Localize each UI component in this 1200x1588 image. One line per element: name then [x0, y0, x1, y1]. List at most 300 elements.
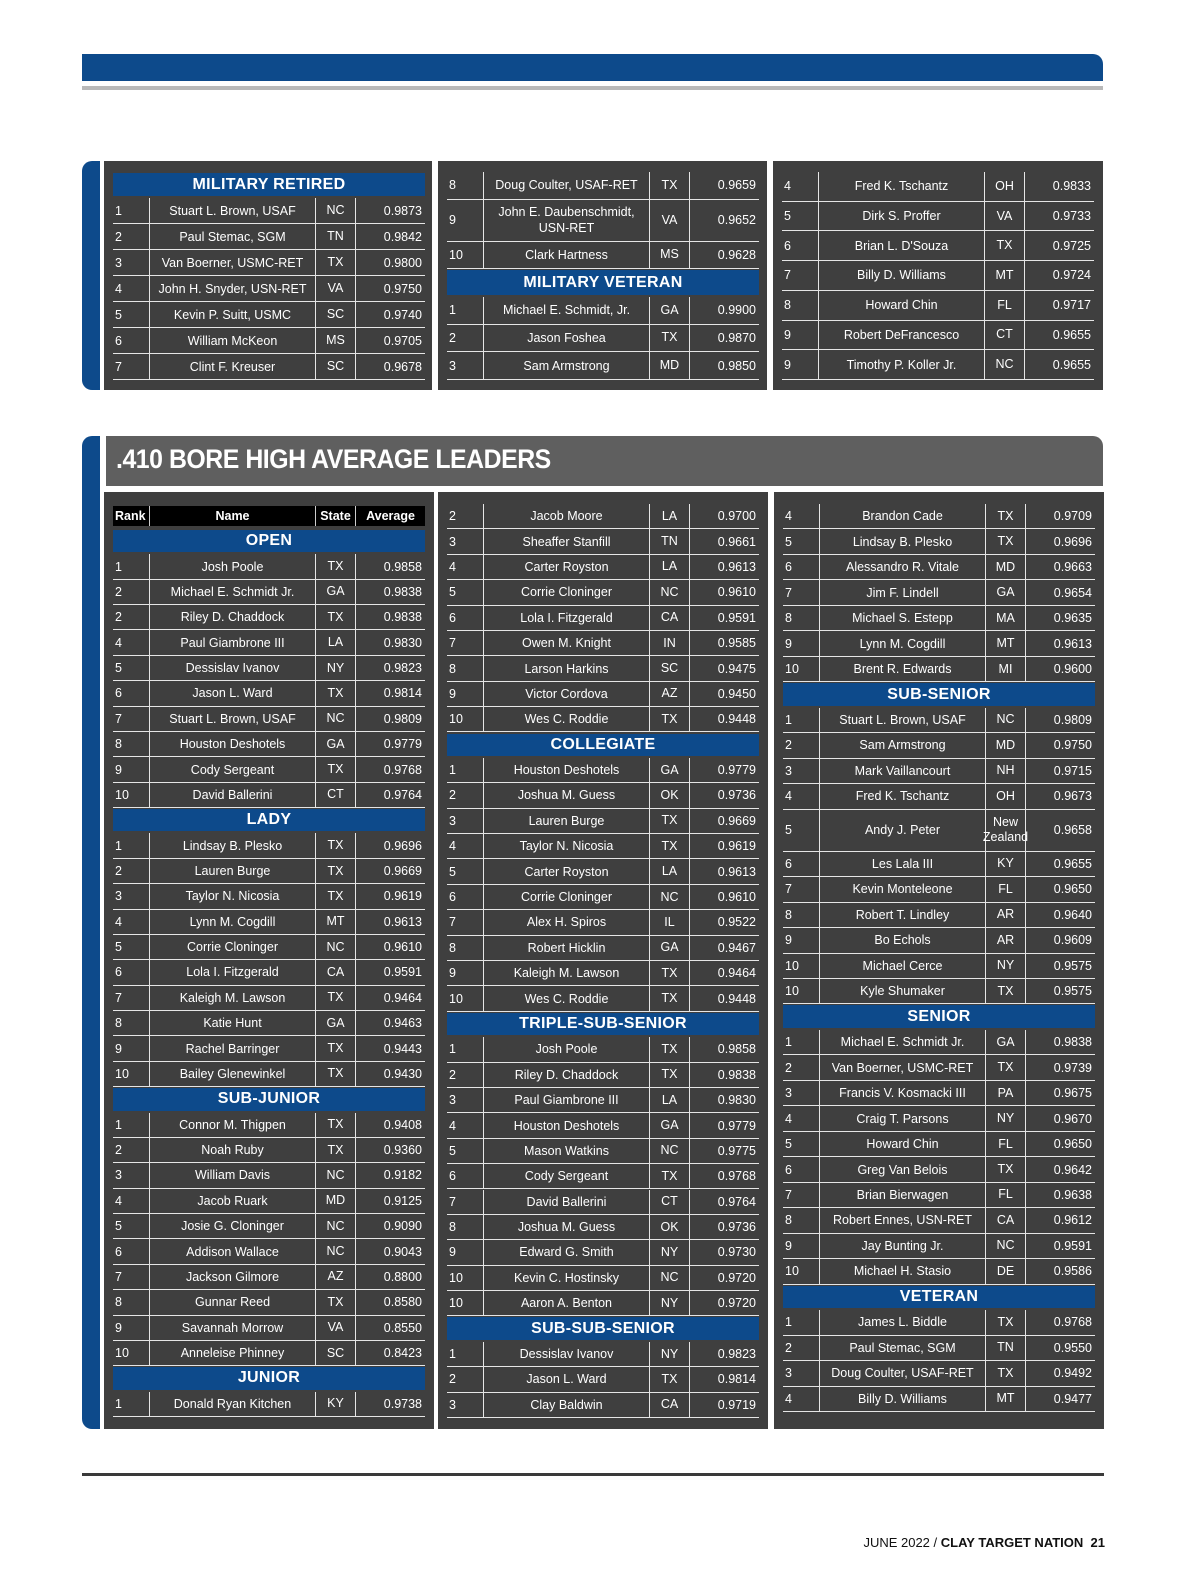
average-cell: 0.9779 [690, 1113, 759, 1138]
top-color-bar [82, 54, 1103, 81]
table-row [783, 1106, 1095, 1131]
rank-cell: 2 [783, 1336, 820, 1361]
rank-cell: 5 [447, 580, 484, 605]
rank-cell: 5 [783, 1132, 820, 1157]
name-cell: Fred K. Tschantz [820, 784, 986, 809]
average-cell: 0.9464 [356, 986, 425, 1011]
average-cell: 0.9724 [1025, 261, 1094, 291]
rank-cell: 1 [783, 1310, 820, 1335]
average-cell: 0.9609 [1026, 928, 1095, 953]
section-heading: MILITARY RETIRED [113, 173, 425, 196]
table-row [447, 783, 759, 808]
state-cell: CT [316, 783, 356, 808]
rank-cell: 3 [447, 1393, 484, 1418]
name-cell: Michael H. Stasio [820, 1259, 986, 1284]
average-cell: 0.8580 [356, 1290, 425, 1315]
average-cell: 0.9610 [690, 580, 759, 605]
state-cell: GA [316, 732, 356, 757]
table-row [113, 554, 425, 579]
state-cell: NY [986, 1106, 1026, 1131]
state-cell: TX [986, 1055, 1026, 1080]
rank-cell: 4 [447, 834, 484, 859]
state-cell: NY [316, 656, 356, 681]
average-cell: 0.9591 [1026, 1234, 1095, 1259]
average-cell: 0.9733 [1025, 202, 1094, 232]
average-cell: 0.9443 [356, 1036, 425, 1061]
state-cell: NC [986, 708, 1026, 733]
table-row [447, 555, 759, 580]
average-cell: 0.9736 [690, 1215, 759, 1240]
rank-cell: 1 [447, 297, 484, 325]
name-cell: Jason L. Ward [484, 1367, 650, 1392]
table-row [782, 172, 1094, 202]
table-row [113, 605, 425, 630]
rank-cell: 8 [447, 1215, 484, 1240]
name-cell: Paul Giambrone III [150, 630, 316, 655]
state-cell: TX [316, 554, 356, 579]
table-row [447, 1266, 759, 1291]
table-row [783, 784, 1095, 809]
name-cell: Alessandro R. Vitale [820, 555, 986, 580]
table-row [783, 733, 1095, 758]
table-header [113, 506, 425, 526]
average-cell: 0.9658 [1026, 810, 1095, 852]
table-row [113, 1138, 425, 1163]
average-cell: 0.9670 [1026, 1106, 1095, 1131]
table-row [447, 297, 759, 325]
rank-cell: 9 [783, 631, 820, 656]
section-heading: VETERAN [783, 1286, 1095, 1308]
rank-cell: 7 [447, 910, 484, 935]
name-cell: Lola I. Fitzgerald [150, 960, 316, 985]
state-cell: GA [316, 580, 356, 605]
name-cell: Alex H. Spiros [484, 910, 650, 935]
state-cell: DE [986, 1259, 1026, 1284]
name-cell: Corrie Cloninger [484, 885, 650, 910]
rank-cell: 2 [783, 1055, 820, 1080]
rank-cell: 5 [113, 656, 150, 681]
name-cell: Michael E. Schmidt, Jr. [484, 297, 650, 325]
average-cell: 0.9464 [690, 961, 759, 986]
average-cell: 0.9612 [1026, 1208, 1095, 1233]
state-cell: NY [650, 1342, 690, 1367]
average-cell: 0.9775 [690, 1139, 759, 1164]
state-cell: TX [986, 979, 1026, 1004]
average-cell: 0.9779 [690, 758, 759, 783]
rank-cell: 6 [447, 606, 484, 631]
average-cell: 0.9655 [1025, 321, 1094, 351]
name-cell: Paul Stemac, SGM [820, 1336, 986, 1361]
rank-cell: 8 [113, 732, 150, 757]
state-cell: NY [650, 1291, 690, 1316]
average-cell: 0.9430 [356, 1062, 425, 1087]
rank-cell: 7 [447, 631, 484, 656]
rank-cell: 8 [447, 936, 484, 961]
table-row [783, 1030, 1095, 1055]
rank-cell: 9 [113, 1036, 150, 1061]
name-cell: Jackson Gilmore [150, 1265, 316, 1290]
state-cell: TX [650, 172, 690, 200]
table-row [447, 242, 759, 270]
rank-cell: 1 [447, 1342, 484, 1367]
table-row [783, 657, 1095, 682]
average-cell: 0.9408 [356, 1113, 425, 1138]
name-cell: Brent R. Edwards [820, 657, 986, 682]
table-row [783, 1055, 1095, 1080]
state-cell: TX [316, 1113, 356, 1138]
state-cell: GA [650, 936, 690, 961]
state-cell: MT [985, 261, 1025, 291]
name-cell: Lindsay B. Plesko [150, 833, 316, 858]
page-title: .410 BORE HIGH AVERAGE LEADERS [116, 444, 551, 474]
average-cell: 0.9610 [690, 885, 759, 910]
name-cell: Josh Poole [484, 1037, 650, 1062]
table-row [783, 504, 1095, 529]
name-cell: John E. Daubenschmidt, USN-RET [484, 200, 650, 242]
table-row [113, 783, 425, 808]
state-cell: LA [650, 504, 690, 529]
table-row [447, 1113, 759, 1138]
average-cell: 0.9717 [1025, 291, 1094, 321]
table-row [783, 810, 1095, 852]
average-cell: 0.9600 [1026, 657, 1095, 682]
header-name: Name [150, 506, 316, 526]
average-cell: 0.9585 [690, 631, 759, 656]
table-row [113, 1290, 425, 1315]
table-row [113, 732, 425, 757]
name-cell: Savannah Morrow [150, 1316, 316, 1341]
name-cell: Mason Watkins [484, 1139, 650, 1164]
state-cell: TN [986, 1336, 1026, 1361]
rank-cell: 10 [113, 783, 150, 808]
rank-cell: 5 [782, 202, 819, 232]
state-cell: OH [985, 172, 1025, 202]
rank-cell: 1 [113, 198, 150, 224]
average-cell: 0.9448 [690, 707, 759, 732]
rank-cell: 3 [783, 759, 820, 784]
name-cell: Jacob Ruark [150, 1189, 316, 1214]
top-accent-stripe [82, 161, 100, 390]
rank-cell: 6 [783, 1157, 820, 1182]
rank-cell: 4 [113, 910, 150, 935]
state-cell: MD [316, 1189, 356, 1214]
rank-cell: 4 [447, 555, 484, 580]
rank-cell: 9 [447, 682, 484, 707]
table-row [113, 1011, 425, 1036]
rank-cell: 4 [113, 1189, 150, 1214]
rank-cell: 1 [783, 708, 820, 733]
name-cell: Gunnar Reed [150, 1290, 316, 1315]
rank-cell: 5 [113, 1214, 150, 1239]
rank-cell: 3 [783, 1361, 820, 1386]
rank-cell: 1 [447, 758, 484, 783]
rank-cell: 8 [447, 656, 484, 681]
table-row [783, 1361, 1095, 1386]
table-row [447, 200, 759, 242]
name-cell: Brandon Cade [820, 504, 986, 529]
average-cell: 0.9591 [690, 606, 759, 631]
table-row [783, 1387, 1095, 1412]
average-cell: 0.9730 [690, 1240, 759, 1265]
name-cell: Timothy P. Koller Jr. [819, 350, 985, 380]
table-row [783, 759, 1095, 784]
state-cell: GA [316, 1011, 356, 1036]
rank-cell: 1 [783, 1030, 820, 1055]
rank-cell: 2 [447, 1367, 484, 1392]
rank-cell: 2 [113, 224, 150, 250]
average-cell: 0.9833 [1025, 172, 1094, 202]
section-heading: SUB-SUB-SENIOR [447, 1317, 759, 1339]
table-row [783, 852, 1095, 877]
average-cell: 0.9661 [690, 529, 759, 554]
name-cell: Lynn M. Cogdill [150, 910, 316, 935]
state-cell: TX [650, 986, 690, 1011]
average-cell: 0.9750 [1026, 733, 1095, 758]
state-cell: TN [316, 224, 356, 250]
state-cell: NC [316, 935, 356, 960]
table-row [783, 1183, 1095, 1208]
average-cell: 0.9675 [1026, 1081, 1095, 1106]
average-cell: 0.9655 [1026, 852, 1095, 877]
average-cell: 0.9477 [1026, 1387, 1095, 1412]
table-row [447, 529, 759, 554]
table-row [113, 935, 425, 960]
rank-cell: 4 [782, 172, 819, 202]
name-cell: Sheaffer Stanfill [484, 529, 650, 554]
name-cell: Jason Foshea [484, 325, 650, 353]
name-cell: Michael S. Estepp [820, 606, 986, 631]
bottom-accent-stripe [82, 436, 100, 1429]
name-cell: William McKeon [150, 328, 316, 354]
section-heading: JUNIOR [113, 1367, 425, 1389]
name-cell: Doug Coulter, USAF-RET [484, 172, 650, 200]
rank-cell: 6 [782, 231, 819, 261]
average-cell: 0.9838 [1026, 1030, 1095, 1055]
average-cell: 0.9696 [1026, 529, 1095, 554]
average-cell: 0.9739 [1026, 1055, 1095, 1080]
table-row [782, 350, 1094, 380]
average-cell: 0.9842 [356, 224, 425, 250]
average-cell: 0.9678 [356, 354, 425, 380]
name-cell: Lauren Burge [150, 859, 316, 884]
rank-cell: 2 [447, 783, 484, 808]
state-cell: TX [316, 250, 356, 276]
table-row [783, 954, 1095, 979]
rank-cell: 3 [783, 1081, 820, 1106]
rank-cell: 5 [113, 302, 150, 328]
name-cell: Brian L. D'Souza [819, 231, 985, 261]
average-cell: 0.9823 [690, 1342, 759, 1367]
name-cell: Billy D. Williams [820, 1387, 986, 1412]
name-cell: Cody Sergeant [484, 1164, 650, 1189]
average-cell: 0.9720 [690, 1266, 759, 1291]
state-cell: TX [650, 1164, 690, 1189]
state-cell: MD [650, 352, 690, 380]
name-cell: Robert Ennes, USN-RET [820, 1208, 986, 1233]
state-cell: TX [316, 1062, 356, 1087]
average-cell: 0.9725 [1025, 231, 1094, 261]
average-cell: 0.9591 [356, 960, 425, 985]
state-cell: NC [316, 1214, 356, 1239]
average-cell: 0.9768 [356, 757, 425, 782]
rank-cell: 10 [447, 707, 484, 732]
name-cell: Carter Royston [484, 859, 650, 884]
name-cell: Francis V. Kosmacki III [820, 1081, 986, 1106]
rank-cell: 1 [113, 1392, 150, 1417]
name-cell: John H. Snyder, USN-RET [150, 276, 316, 302]
rank-cell: 10 [113, 1341, 150, 1366]
table-row [783, 1081, 1095, 1106]
rank-cell: 1 [113, 833, 150, 858]
rank-cell: 9 [447, 200, 484, 242]
average-cell: 0.9613 [690, 555, 759, 580]
average-cell: 0.9652 [690, 200, 759, 242]
name-cell: Houston Deshotels [484, 758, 650, 783]
rank-cell: 7 [783, 580, 820, 605]
table-row [113, 707, 425, 732]
name-cell: Carter Royston [484, 555, 650, 580]
table-row [447, 1342, 759, 1367]
state-cell: AR [986, 928, 1026, 953]
state-cell: PA [986, 1081, 1026, 1106]
name-cell: Lauren Burge [484, 809, 650, 834]
rank-cell: 1 [113, 554, 150, 579]
name-cell: Kyle Shumaker [820, 979, 986, 1004]
state-cell: TX [650, 1367, 690, 1392]
table-row [113, 656, 425, 681]
rank-cell: 2 [447, 504, 484, 529]
name-cell: Dessislav Ivanov [484, 1342, 650, 1367]
state-cell: CA [316, 960, 356, 985]
name-cell: Michael Cerce [820, 954, 986, 979]
rank-cell: 5 [783, 810, 820, 852]
name-cell: Craig T. Parsons [820, 1106, 986, 1131]
name-cell: Edward G. Smith [484, 1240, 650, 1265]
name-cell: Corrie Cloninger [150, 935, 316, 960]
average-cell: 0.9740 [356, 302, 425, 328]
average-cell: 0.9800 [356, 250, 425, 276]
rank-cell: 1 [447, 1037, 484, 1062]
name-cell: Brian Bierwagen [820, 1183, 986, 1208]
state-cell: OK [650, 1215, 690, 1240]
state-cell: CT [985, 321, 1025, 351]
state-cell: NH [986, 759, 1026, 784]
state-cell: AR [986, 903, 1026, 928]
table-row [447, 580, 759, 605]
table-row [447, 1139, 759, 1164]
rank-cell: 10 [783, 1259, 820, 1284]
state-cell: GA [650, 758, 690, 783]
state-cell: AZ [316, 1265, 356, 1290]
name-cell: Donald Ryan Kitchen [150, 1392, 316, 1417]
average-cell: 0.9838 [690, 1063, 759, 1088]
table-row [113, 1392, 425, 1417]
rank-cell: 3 [447, 352, 484, 380]
table-row [783, 979, 1095, 1004]
rank-cell: 2 [447, 325, 484, 353]
rank-cell: 2 [783, 733, 820, 758]
average-cell: 0.9635 [1026, 606, 1095, 631]
name-cell: Robert T. Lindley [820, 903, 986, 928]
name-cell: Fred K. Tschantz [819, 172, 985, 202]
state-cell: TX [650, 809, 690, 834]
table-row [447, 859, 759, 884]
state-cell: SC [316, 354, 356, 380]
table-row [783, 1310, 1095, 1335]
name-cell: Lynn M. Cogdill [820, 631, 986, 656]
name-cell: Van Boerner, USMC-RET [150, 250, 316, 276]
state-cell: MT [986, 1387, 1026, 1412]
state-cell: TX [986, 1310, 1026, 1335]
state-cell: VA [985, 202, 1025, 232]
name-cell: Kaleigh M. Lawson [150, 986, 316, 1011]
state-cell: IN [650, 631, 690, 656]
name-cell: Connor M. Thigpen [150, 1113, 316, 1138]
state-cell: NC [650, 1139, 690, 1164]
rank-cell: 2 [447, 1063, 484, 1088]
state-cell: TX [986, 529, 1026, 554]
average-cell: 0.9830 [356, 630, 425, 655]
name-cell: Lola I. Fitzgerald [484, 606, 650, 631]
rank-cell: 8 [113, 1290, 150, 1315]
rank-cell: 2 [113, 1138, 150, 1163]
average-cell: 0.9619 [356, 884, 425, 909]
table-row [113, 630, 425, 655]
state-cell: LA [650, 1088, 690, 1113]
table-row [447, 834, 759, 859]
state-cell: LA [650, 555, 690, 580]
table-row [447, 707, 759, 732]
average-cell: 0.9575 [1026, 954, 1095, 979]
table-row [113, 681, 425, 706]
state-cell: CA [986, 1208, 1026, 1233]
table-row [113, 1189, 425, 1214]
rank-cell: 2 [113, 859, 150, 884]
state-cell: MI [986, 657, 1026, 682]
state-cell: GA [986, 580, 1026, 605]
average-cell: 0.9838 [356, 580, 425, 605]
average-cell: 0.9619 [690, 834, 759, 859]
name-cell: Robert Hicklin [484, 936, 650, 961]
rank-cell: 4 [783, 1387, 820, 1412]
name-cell: Dirk S. Proffer [819, 202, 985, 232]
table-row [782, 321, 1094, 351]
state-cell: SC [316, 1341, 356, 1366]
state-cell: TX [316, 605, 356, 630]
average-cell: 0.9640 [1026, 903, 1095, 928]
rank-cell: 10 [783, 657, 820, 682]
table-row [113, 354, 425, 380]
rank-cell: 9 [783, 1234, 820, 1259]
average-cell: 0.9669 [690, 809, 759, 834]
rank-cell: 10 [447, 242, 484, 270]
state-cell: NC [316, 1239, 356, 1264]
table-row [113, 960, 425, 985]
average-cell: 0.9650 [1026, 1132, 1095, 1157]
name-cell: Stuart L. Brown, USAF [820, 708, 986, 733]
average-cell: 0.9823 [356, 656, 425, 681]
rank-cell: 7 [783, 877, 820, 902]
table-row [783, 1157, 1095, 1182]
average-cell: 0.9830 [690, 1088, 759, 1113]
state-cell: TX [650, 1037, 690, 1062]
name-cell: Robert DeFrancesco [819, 321, 985, 351]
table-row [113, 833, 425, 858]
name-cell: Owen M. Knight [484, 631, 650, 656]
table-row [447, 809, 759, 834]
average-cell: 0.9768 [1026, 1310, 1095, 1335]
name-cell: Bailey Glenewinkel [150, 1062, 316, 1087]
